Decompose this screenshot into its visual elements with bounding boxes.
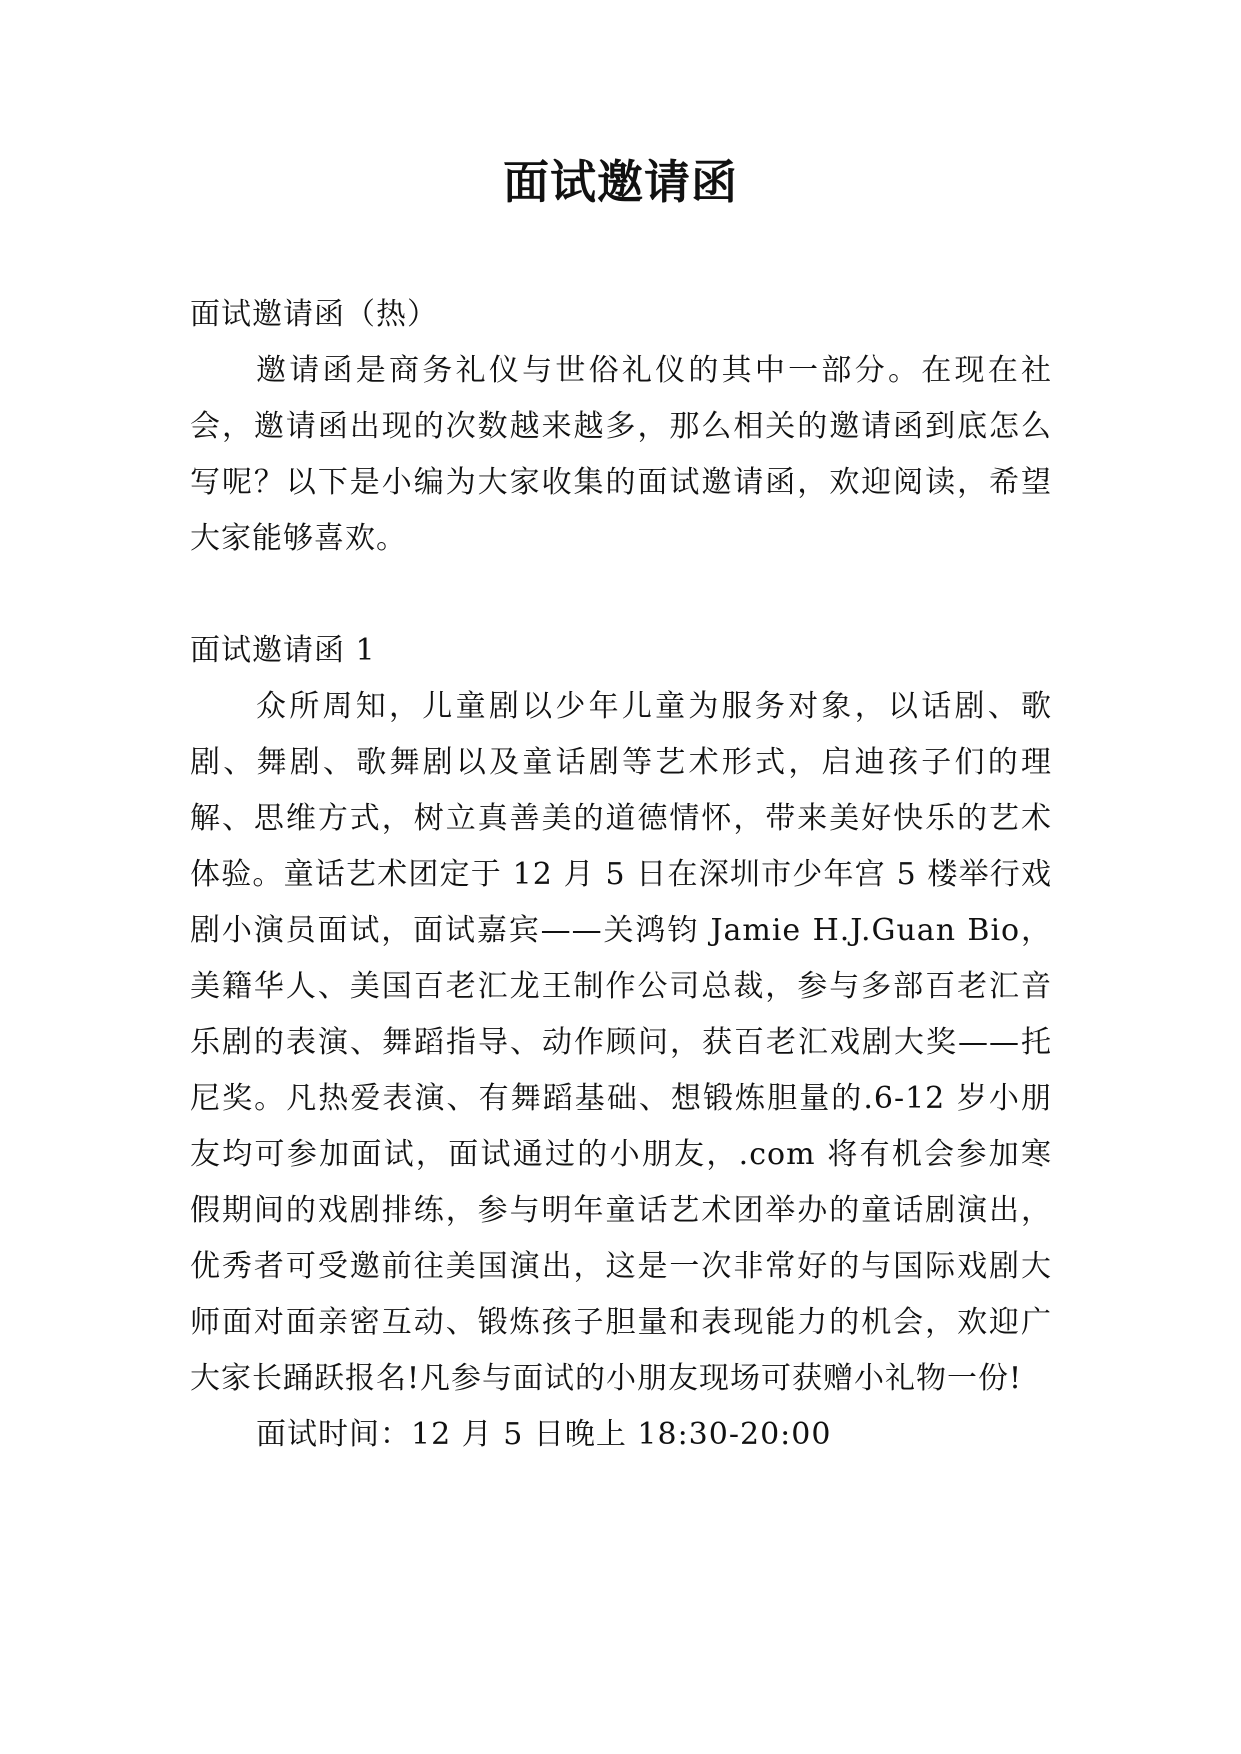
section-spacer — [190, 567, 1052, 623]
section-paragraph: 众所周知，儿童剧以少年儿童为服务对象，以话剧、歌剧、舞剧、歌舞剧以及童话剧等艺术形式，启迪孩子们的理解、思维方式，树立真善美的道德情怀，带来美好快乐的艺术体验。童话艺术团定于 12 月 5 日在深圳市少年宫 5 楼举行戏剧小演员面试，面试嘉宾——关鸿钧 Jamie H.J.Guan Bio，美籍华人、美国百老汇龙王制作公司总裁，参与多部百老汇音乐剧的表演、舞蹈指导、动作顾问，获百老汇戏剧大奖——托尼奖。凡热爱表演、有舞蹈基础、想锻炼胆量的.6-12 岁小朋友均可参加面试，面试通过的小朋友，.com 将有机会参加寒假期间的戏剧排练，参与明年童话艺术团举办的童话剧演出，优秀者可受邀前往美国演出，这是一次非常好的与国际戏剧大师面对面亲密互动、锻炼孩子胆量和表现能力的机会，欢迎广大家长踊跃报名!凡参与面试的小朋友现场可获赠小礼物一份! — [190, 689, 1052, 1396]
intro-paragraph: 邀请函是商务礼仪与世俗礼仪的其中一部分。在现在社会，邀请函出现的次数越来越多，那么相关的邀请函到底怎么写呢？以下是小编为大家收集的面试邀请函，欢迎阅读，希望大家能够喜欢。 — [190, 353, 1052, 556]
document-body — [190, 287, 1052, 1463]
section-heading: 面试邀请函 1 — [190, 633, 376, 668]
intro-heading: 面试邀请函（热） — [190, 297, 438, 332]
interview-time: 面试时间：12 月 5 日晚上 18:30-20:00 — [256, 1417, 832, 1452]
document-title: 面试邀请函 — [503, 155, 738, 209]
